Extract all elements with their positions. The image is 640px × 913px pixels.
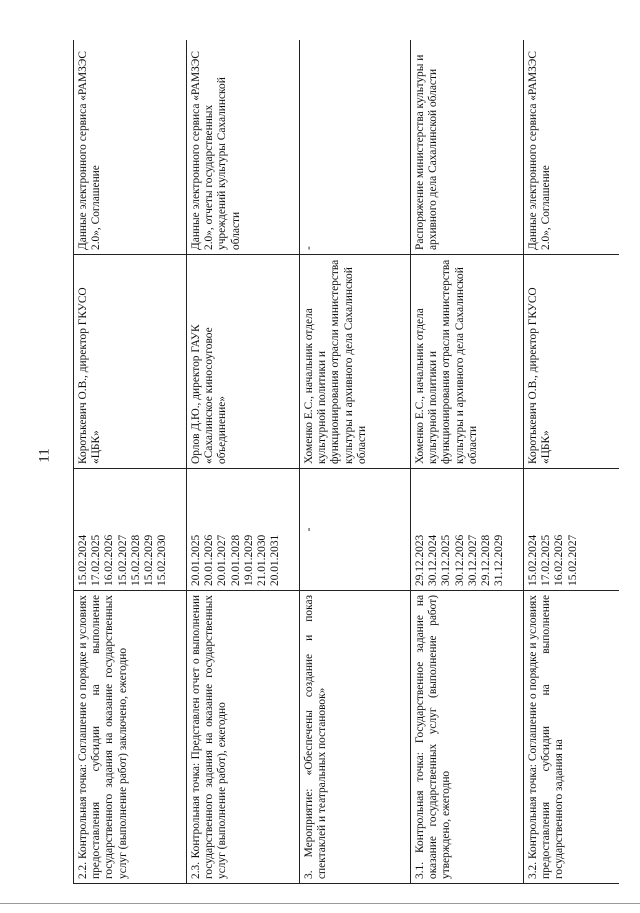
- date-value: 17.02.2025: [540, 534, 553, 586]
- table-row: [187, 40, 300, 884]
- row-description: 3. Мероприятие: «Обеспечены создание и показ спектаклей и театральных постановок»: [300, 591, 411, 884]
- rotated-table-area: [73, 40, 619, 884]
- date-value: 15.02.2028: [129, 534, 142, 586]
- date-value: 30.12.2027: [466, 534, 479, 586]
- date-value: 15.02.2027: [566, 534, 579, 586]
- date-value: 20.01.2031: [269, 534, 282, 586]
- row-dates: [524, 469, 620, 591]
- date-value: 30.12.2024: [427, 534, 440, 586]
- date-value: 20.01.2028: [229, 534, 242, 586]
- row-dates: [187, 469, 300, 591]
- row-description: 2.2. Контрольная точка: Соглашение о порядке и условиях предоставления субсидии на выполнение государственного задания на оказание государственных услуг (выполнение работ) заключено, ежегодно: [74, 591, 187, 884]
- row-description: 3.2. Контрольная точка: Соглашение о порядке и условиях предоставления субсидии на выполнение государственного задания на: [524, 591, 620, 884]
- empty-dash: -: [303, 527, 315, 532]
- date-value: 19.01.2029: [242, 534, 255, 586]
- row-description: 3.1. Контрольная точка: Государственное задание на оказание государственных услуг (выполнение работ) утверждено, ежегодно: [411, 591, 524, 884]
- date-value: 31.12.2029: [493, 534, 506, 586]
- row-responsible: Коротькевич О.В., директор ГКУСО «ЦБК»: [524, 255, 620, 469]
- date-value: 16.02.2026: [103, 534, 116, 586]
- row-source: Данные электронного сервиса «РАМЗЭС 2.0», Соглашение: [524, 40, 620, 255]
- date-value: 21.01.2030: [256, 534, 269, 586]
- date-value: 15.02.2024: [527, 534, 539, 586]
- date-value: 30.12.2025: [440, 534, 453, 586]
- table-row: [411, 40, 524, 884]
- date-value: 29.12.2023: [414, 534, 426, 586]
- empty-dash: -: [303, 246, 315, 250]
- row-responsible: Хоменко Е.С., начальник отдела культурной политики и функционирования отрасли министерства культуры и архивного дела Сахалинской области: [411, 255, 524, 469]
- date-value: 15.02.2029: [143, 534, 156, 586]
- row-source: Распоряжение министерства культуры и архивного дела Сахалинской области: [411, 40, 524, 255]
- date-value: 20.01.2025: [190, 534, 202, 586]
- table-row: [74, 40, 187, 884]
- date-value: 29.12.2028: [480, 534, 493, 586]
- row-description: 2.3. Контрольная точка: Представлен отчет о выполнении государственного задания на оказание государственных услуг (выполнение работ), ежегодно: [187, 591, 300, 884]
- row-source: [300, 40, 411, 255]
- date-value: 15.02.2030: [156, 534, 169, 586]
- row-dates: [300, 469, 411, 591]
- date-value: 15.02.2024: [77, 534, 89, 586]
- row-responsible: Коротькевич О.В., директор ГКУСО «ЦБК»: [74, 255, 187, 469]
- row-responsible: Орлов Д.Ю., директор ГАУК «Сахалинское киносоуговое объединение»: [187, 255, 300, 469]
- page-number: 11: [36, 448, 53, 463]
- row-dates: [411, 469, 524, 591]
- table-row: [300, 40, 411, 884]
- row-dates: [74, 469, 187, 591]
- date-value: 16.02.2026: [553, 534, 566, 586]
- row-responsible: Хоменко Е.С., начальник отдела культурной политики и функционирования отрасли министерства культуры и архивного дела Сахалинской области: [300, 255, 411, 469]
- table-row: [524, 40, 620, 884]
- rotated-page-content: [73, 40, 619, 884]
- row-source: Данные электронного сервиса «РАМЗЭС 2.0», Соглашение: [74, 40, 187, 255]
- date-value: 20.01.2027: [216, 534, 229, 586]
- control-points-table: [73, 40, 619, 884]
- date-value: 30.12.2026: [453, 534, 466, 586]
- date-value: 15.02.2027: [116, 534, 129, 586]
- scan-edge-line: [0, 903, 640, 904]
- date-value: 17.02.2025: [90, 534, 103, 586]
- date-value: 20.01.2026: [203, 534, 216, 586]
- row-source: Данные электронного сервиса «РАМЗЭС 2.0», отчеты государственных учреждений культуры Сахалинской области: [187, 40, 300, 255]
